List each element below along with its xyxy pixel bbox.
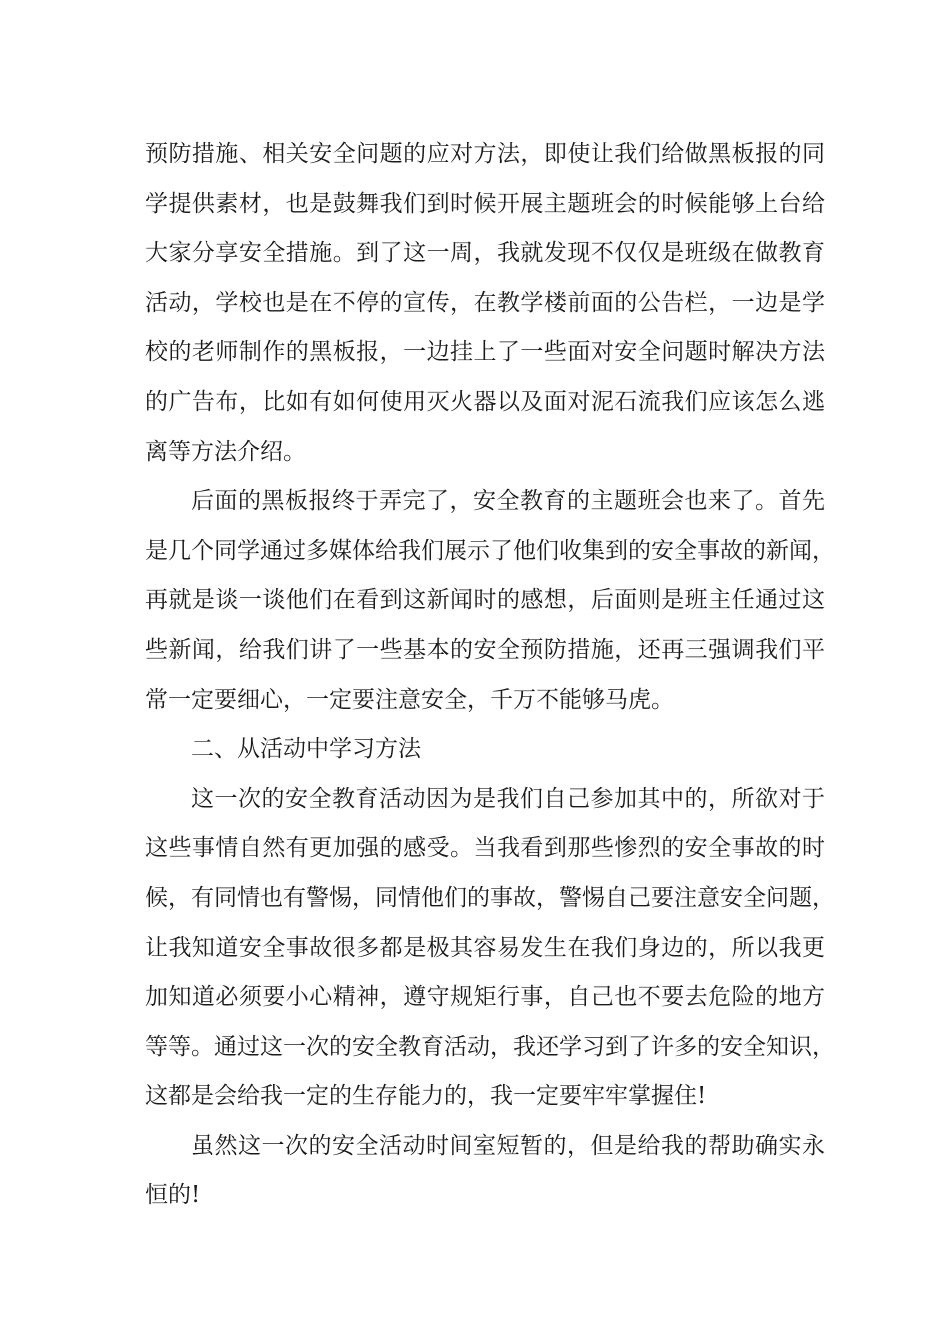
text-line: 等等。通过这一次的安全教育活动，我还学习到了许多的安全知识， xyxy=(145,1033,835,1060)
text-line: 的广告布，比如有如何使用灭火器以及面对泥石流我们应该怎么逃 xyxy=(145,388,825,415)
text-line: 常一定要细心，一定要注意安全，千万不能够马虎。 xyxy=(145,686,674,713)
text-line: 这些事情自然有更加强的感受。当我看到那些惨烈的安全事故的时 xyxy=(145,835,825,862)
text-line: 虽然这一次的安全活动时间室短暂的，但是给我的帮助确实永 xyxy=(191,1132,825,1159)
text-line: 预防措施、相关安全问题的应对方法，即使让我们给做黑板报的同 xyxy=(145,141,825,167)
text-line: 让我知道安全事故很多都是极其容易发生在我们身边的，所以我更 xyxy=(145,934,825,961)
section-heading: 二、从活动中学习方法 xyxy=(191,736,421,763)
text-line: 是几个同学通过多媒体给我们展示了他们收集到的安全事故的新闻， xyxy=(145,537,835,564)
text-line: 这都是会给我一定的生存能力的，我一定要牢牢掌握住! xyxy=(145,1083,707,1110)
text-line: 再就是谈一谈他们在看到这新闻时的感想，后面则是班主任通过这 xyxy=(145,587,825,614)
text-line: 这一次的安全教育活动因为是我们自己参加其中的，所欲对于 xyxy=(191,785,825,812)
body-text xyxy=(145,130,835,1221)
text-line: 大家分享安全措施。到了这一周，我就发现不仅仅是班级在做教育 xyxy=(145,240,825,267)
text-line: 后面的黑板报终于弄完了，安全教育的主题班会也来了。首先 xyxy=(191,488,825,515)
text-line: 校的老师制作的黑板报，一边挂上了一些面对安全问题时解决方法 xyxy=(145,339,825,366)
text-line: 些新闻，给我们讲了一些基本的安全预防措施，还再三强调我们平 xyxy=(145,636,825,663)
text-line: 活动，学校也是在不停的宣传，在教学楼前面的公告栏，一边是学 xyxy=(145,289,825,316)
text-line: 候，有同情也有警惕，同情他们的事故，警惕自己要注意安全问题， xyxy=(145,884,835,911)
text-line: 恒的! xyxy=(145,1182,201,1209)
text-line: 离等方法介绍。 xyxy=(145,438,306,465)
text-line: 学提供素材，也是鼓舞我们到时候开展主题班会的时候能够上台给 xyxy=(145,190,825,217)
text-line: 加知道必须要小心精神，遵守规矩行事，自己也不要去危险的地方 xyxy=(145,984,825,1011)
